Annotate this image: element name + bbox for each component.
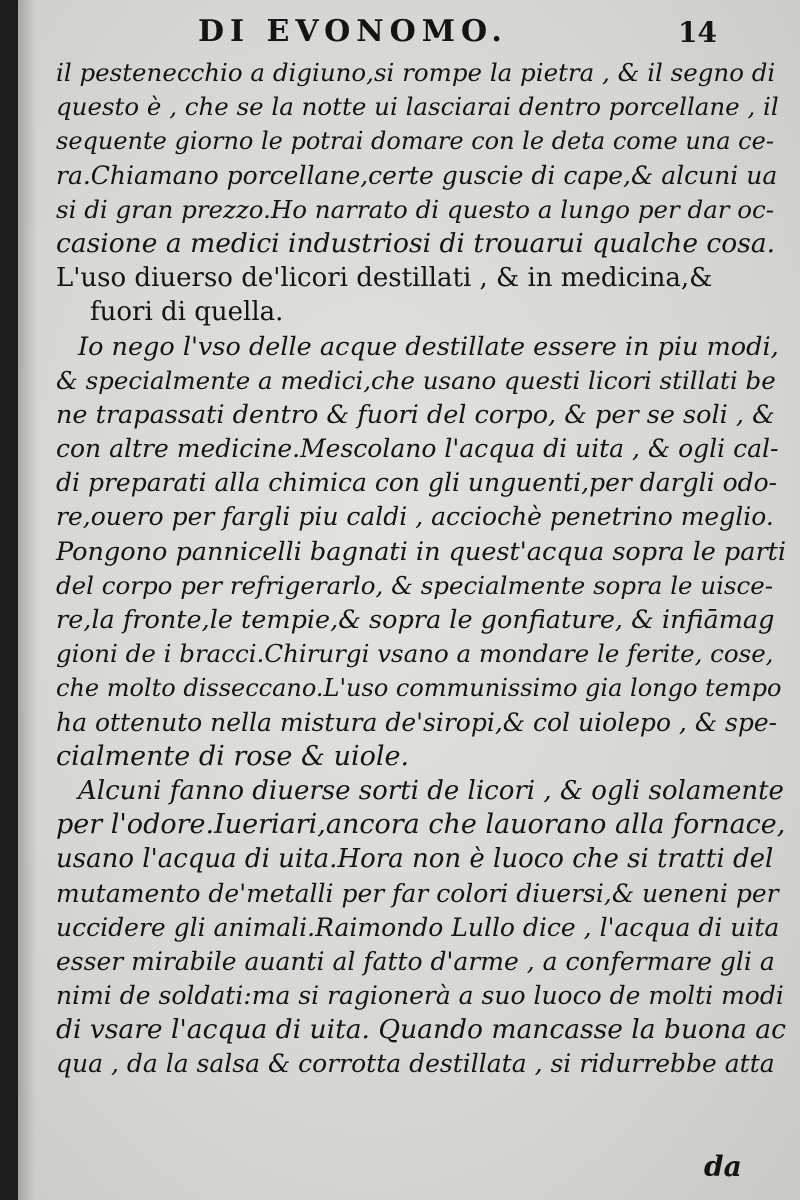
text-line: re,la fronte,le tempie,& sopra le gonfiature, & infiāmag <box>56 605 775 635</box>
text-line: casione a medici industriosi di trouarui qualche cosa. <box>56 227 776 259</box>
text-line: del corpo per refrigerarlo, & specialmente sopra le uisce- <box>56 570 774 600</box>
text-line: qua , da la salsa & corrotta destillata , si ridurrebbe atta <box>56 1049 775 1079</box>
text-line: nimi de soldati:ma si ragionerà a suo luoco de molti modi <box>56 981 784 1011</box>
running-title: DI EVONOMO. <box>198 14 508 49</box>
text-line: & specialmente a medici,che usano questi licori stillati be <box>56 365 776 395</box>
text-line: esser mirabile auanti al fatto d'arme , a confermare gli a <box>56 946 775 976</box>
text-line: mutamento de'metalli per far colori diuersi,& ueneni per <box>56 878 779 908</box>
text-line: di preparati alla chimica con gli unguenti,per dargli odo- <box>56 468 778 498</box>
page-number: 14 <box>678 16 717 49</box>
running-head <box>18 10 800 54</box>
section-heading-continued: fuori di quella. <box>90 297 284 328</box>
text-line: si di gran prezzo.Ho narrato di questo a lungo per dar oc- <box>56 194 775 224</box>
text-line: cialmente di rose & uiole. <box>56 740 410 772</box>
catchword: da <box>704 1150 742 1183</box>
paragraph-start: Alcuni fanno diuerse sorti de licori , & ogli solamente <box>78 775 784 806</box>
text-line: con altre medicine.Mescolano l'acqua di uita , & ogli cal- <box>56 434 779 464</box>
body-text <box>56 56 786 1082</box>
text-line: re,ouero per fargli piu caldi , acciochè penetrino meglio. <box>56 502 774 532</box>
text-line: per l'odore.Iueriari,ancora che lauorano alla fornace, <box>56 809 786 841</box>
text-line: sequente giorno le potrai domare con le deta come una ce- <box>56 127 774 156</box>
text-line: Pongono pannicelli bagnati in quest'acqua sopra le parti <box>56 536 787 567</box>
text-line: questo è , che se la notte ui lasciarai dentro porcellane , il <box>56 92 779 122</box>
text-line: di vsare l'acqua di uita. Quando mancasse la buona ac <box>56 1014 786 1046</box>
text-line: ha ottenuto nella mistura de'siropi,& col uiolepo , & spe- <box>56 707 778 737</box>
text-line: usano l'acqua di uita.Hora non è luoco che si tratti del <box>56 844 774 875</box>
book-page <box>18 0 800 1200</box>
text-line: il pestenecchio a digiuno,si rompe la pietra , & il segno di <box>56 58 776 87</box>
text-line: che molto disseccano.L'uso communissimo gia longo tempo <box>56 674 782 703</box>
text-line: ne trapassati dentro & fuori del corpo, & per se soli , & <box>56 399 775 430</box>
text-line: gioni de i bracci.Chirurgi vsano a mondare le ferite, cose, <box>56 639 774 669</box>
text-line: uccidere gli animali.Raimondo Lullo dice , l'acqua di uita <box>56 912 780 942</box>
text-line: ra.Chiamano porcellane,certe guscie di cape,& alcuni ua <box>56 160 778 190</box>
paragraph-start: Io nego l'vso delle acque destillate essere in piu modi, <box>78 331 779 362</box>
section-heading: L'uso diuerso de'licori destillati , & in medicina,& <box>56 263 713 294</box>
